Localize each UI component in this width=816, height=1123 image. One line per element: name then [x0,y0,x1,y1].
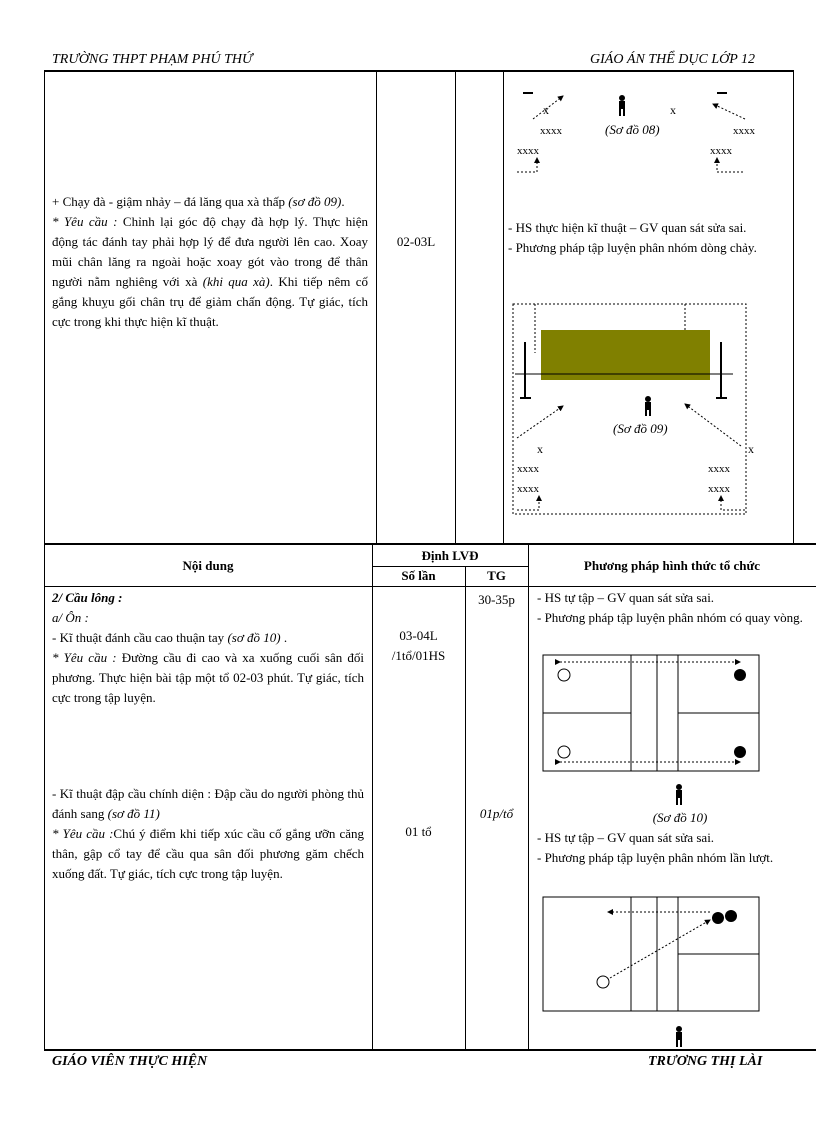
diagram-09 [505,298,793,520]
group-right-2: xxxx [708,483,730,495]
bottom-content-2 [52,784,364,884]
header-school: TRƯỜNG THPT PHẠM PHÚ THỨ [52,52,253,67]
high-jump-mat [541,330,710,380]
top-border [44,70,794,72]
footer-left: GIÁO VIÊN THỰC HIỆN [52,1054,208,1069]
item2-ref: (sơ đồ 11) [107,806,160,821]
tg1: 30-35p [478,592,515,607]
diagram-10-court [540,652,764,776]
header-tg: TG [487,568,506,583]
top-method [508,218,786,258]
player-filled-icon [734,746,746,758]
section-title: 2/ Cầu lông : [52,590,123,605]
solan1 [372,626,465,666]
tg2: 01p/tổ [479,806,514,821]
item1-ref: (sơ đồ 10) [227,630,281,645]
section-divider [44,543,816,545]
req2-label: * Yêu cầu : [52,826,114,841]
method4: - Phương pháp tập luyện phân nhóm lần lượt. [537,850,774,865]
diagram08-caption: (Sơ đồ 08) [605,122,660,137]
col-divider-2-top [455,70,456,544]
marker-x-right: x [748,442,754,456]
diagram-11-court [540,894,764,1014]
method2: - Phương pháp tập luyện phân nhóm có quay vòng. [537,610,803,625]
group-left-1: xxxx [540,125,562,137]
footer-right: TRƯƠNG THỊ LÀI [648,1054,763,1069]
col-divider-1-top [376,70,377,544]
group-left-2: xxxx [517,483,539,495]
person-icon [619,95,625,116]
marker-x-left: x [537,442,543,456]
item1-end: . [280,630,288,645]
player-open-icon [558,746,570,758]
player-open-icon [597,976,609,988]
right-border-top [793,70,794,544]
person-icon [645,396,651,416]
player-filled-icon [734,669,746,681]
requirement-text-end: . Khi tiếp nêm cố gắng khuỵu gối chân trụ để giảm chấn động. Tự giác, tích cực trong khi thực hiện kĩ thuật. [52,274,368,329]
col-divider-3 [528,544,529,1050]
solan1-line2: /1tổ/01HS [391,648,446,663]
solan1-line1: 03-04L [399,628,438,643]
diagram09-ref: (sơ đồ 09) [288,194,342,209]
bottom-border [44,1049,816,1051]
requirement-text: Chỉnh lại góc độ chạy đà hợp lý. Thực hiện động tác đánh tay phải hợp lý để đưa người lên cao. Xoay mũi chân lăng ra ngoài hoặc xoay gót vào trong để thân người nằm nghiêng với xà [52,214,368,289]
top-so-lan: 02-03L [396,234,436,249]
person-icon [672,1026,686,1048]
bottom-content [52,588,364,708]
section-sub: a/ Ôn : [52,610,89,625]
header-so-lan: Số lần [401,568,436,583]
item2-text: - Kĩ thuật đập cầu chính diện : Đập cầu do người phòng thủ đánh sang [52,786,364,821]
top-method-1: - HS thực hiện kĩ thuật – GV quan sát sửa sai. [508,220,747,235]
method1: - HS tự tập – GV quan sát sửa sai. [537,590,715,605]
marker-x-left: x [543,103,549,117]
bottom-method [537,588,816,628]
solan2: 01 tổ [405,824,432,839]
group-right-1: xxxx [708,463,730,475]
header-phuong-phap: Phương pháp hình thức tổ chức [583,558,761,573]
bottom-method-2 [537,828,816,868]
col-divider-1 [372,544,373,1050]
player-filled-icon [712,912,724,924]
marker-x-right: x [670,103,676,117]
requirement-label: * Yêu cầu : [52,214,118,229]
run-jump-text: + Chạy đà - giậm nhảy – đá lăng qua xà thấp [52,194,289,209]
group-left-1: xxxx [517,463,539,475]
top-method-2: - Phương pháp tập luyện phân nhóm dòng chảy. [508,240,757,255]
group-left-2: xxxx [517,145,539,157]
header-title: GIÁO ÁN THỂ DỤC LỚP 12 [590,52,756,67]
player-open-icon [558,669,570,681]
header-bottom-line [44,586,816,587]
header-dinh-luong: Định LVĐ [421,548,479,563]
top-content: + Chạy đà - giậm nhảy – đá lăng qua xà thấp (sơ đồ 09). * Yêu cầu : Chỉnh lại góc độ chạy đà hợp lý. Thực hiện động tác đánh tay phải hợp lý để đưa người lên cao. Xoay mũi chân lăng ra ngoài hoặc xoay gót vào trong để thân người nằm nghiêng với xà (khi qua xà). Khi tiếp nêm cố gắng khuỵu gối chân trụ để giảm chấn động. Tự giác, tích cực trong khi thực hiện kĩ thuật. [52,194,368,329]
req2-text: Chú ý điểm khi tiếp xúc cầu cố gắng ưỡn căng thân, gập cổ tay để cầu qua sân đối phương găm chếch xuống đất. Tự giác, tích cực trong tập luyện. [52,826,364,881]
person-icon [672,784,686,806]
req1-text: Đường cầu đi cao và xa xuống cuối sân đối phương. Thực hiện bài tập một tổ 02-03 phút. Tự giác, tích cực trong tập luyện. [52,650,364,705]
col-divider-3-top [503,70,504,544]
group-right-1: xxxx [733,125,755,137]
method3: - HS tự tập – GV quan sát sửa sai. [537,830,715,845]
item1-text: - Kĩ thuật đánh cầu cao thuận tay [52,630,228,645]
group-right-2: xxxx [710,145,732,157]
req1-label: * Yêu cầu : [52,650,117,665]
diagram09-caption: (Sơ đồ 09) [613,421,668,436]
requirement-italic: (khi qua xà) [202,274,270,289]
diagram-08 [505,74,793,184]
diagram10-caption: (Sơ đồ 10) [652,810,708,825]
player-filled-icon [725,910,737,922]
header-noi-dung: Nội dung [182,558,234,573]
